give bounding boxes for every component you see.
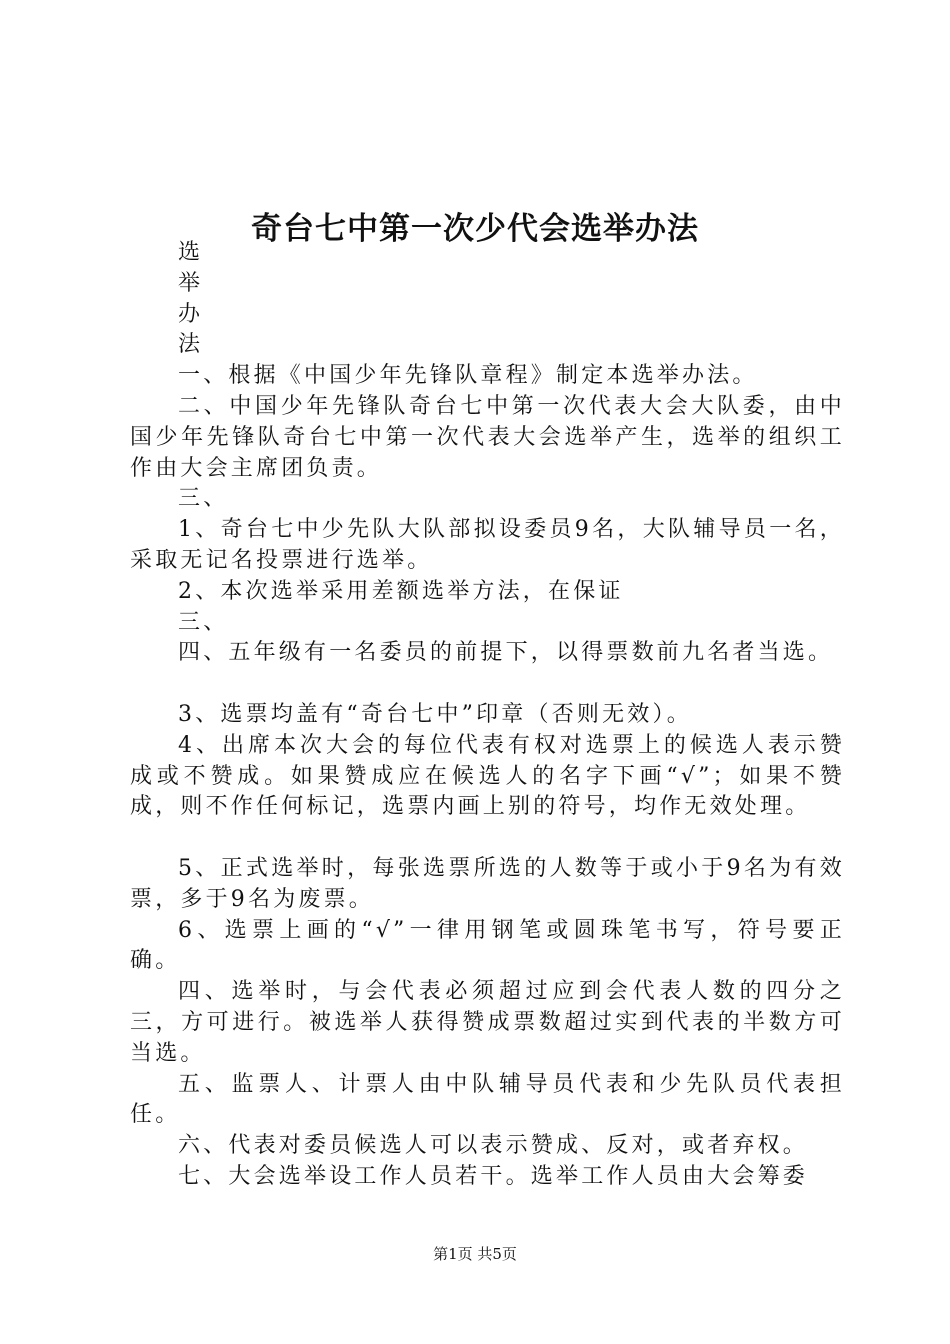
paragraph-5: 2、本次选举采用差额选举方法，在保证	[178, 578, 624, 604]
paragraph-15: 七、大会选举设工作人员若干。选举工作人员由大会筹委	[178, 1163, 809, 1189]
document-title: 奇台七中第一次少代会选举办法	[251, 210, 699, 247]
document-body	[130, 238, 845, 1193]
paragraph-1: 一、根据《中国少年先锋队章程》制定本选举办法。	[178, 363, 758, 389]
paragraph-7: 四、五年级有一名委员的前提下，以得票数前九名者当选。	[178, 640, 834, 666]
paragraph-9: 4、出席本次大会的每位代表有权对选票上的候选人表示赞成或不赞成。如果赞成应在候选人的名字下画“√”；如果不赞成，则不作任何标记，选票内画上别的符号，均作无效处理。	[130, 732, 845, 820]
paragraph-6: 三、	[178, 609, 229, 635]
paragraph-4: 1、奇台七中少先队大队部拟设委员9名，大队辅导员一名，采取无记名投票进行选举。	[130, 517, 845, 573]
paragraph-10: 5、正式选举时，每张选票所选的人数等于或小于9名为有效票，多于9名为废票。	[130, 855, 845, 912]
paragraph-3: 三、	[178, 486, 229, 512]
paragraph-14: 六、代表对委员候选人可以表示赞成、反对，或者弃权。	[178, 1133, 809, 1159]
paragraph-12: 四、选举时，与会代表必须超过应到会代表人数的四分之三，方可进行。被选举人获得赞成票数超过实到代表的半数方可当选。	[130, 979, 845, 1066]
vertical-heading: 选举办法	[178, 240, 201, 358]
page-footer: 第1页 共5页	[433, 1245, 517, 1263]
paragraph-8: 3、选票均盖有“奇台七中”印章（否则无效）。	[178, 701, 692, 727]
paragraph-gap	[130, 669, 845, 700]
paragraph-13: 五、监票人、计票人由中队辅导员代表和少先队员代表担任。	[130, 1071, 845, 1128]
paragraph-gap	[130, 823, 845, 854]
paragraph-2: 二、中国少年先锋队奇台七中第一次代表大会大队委，由中国少年先锋队奇台七中第一次代表大会选举产生，选举的组织工作由大会主席团负责。	[130, 393, 845, 481]
paragraph-11: 6、选票上画的“√”一律用钢笔或圆珠笔书写，符号要正确。	[130, 917, 845, 974]
